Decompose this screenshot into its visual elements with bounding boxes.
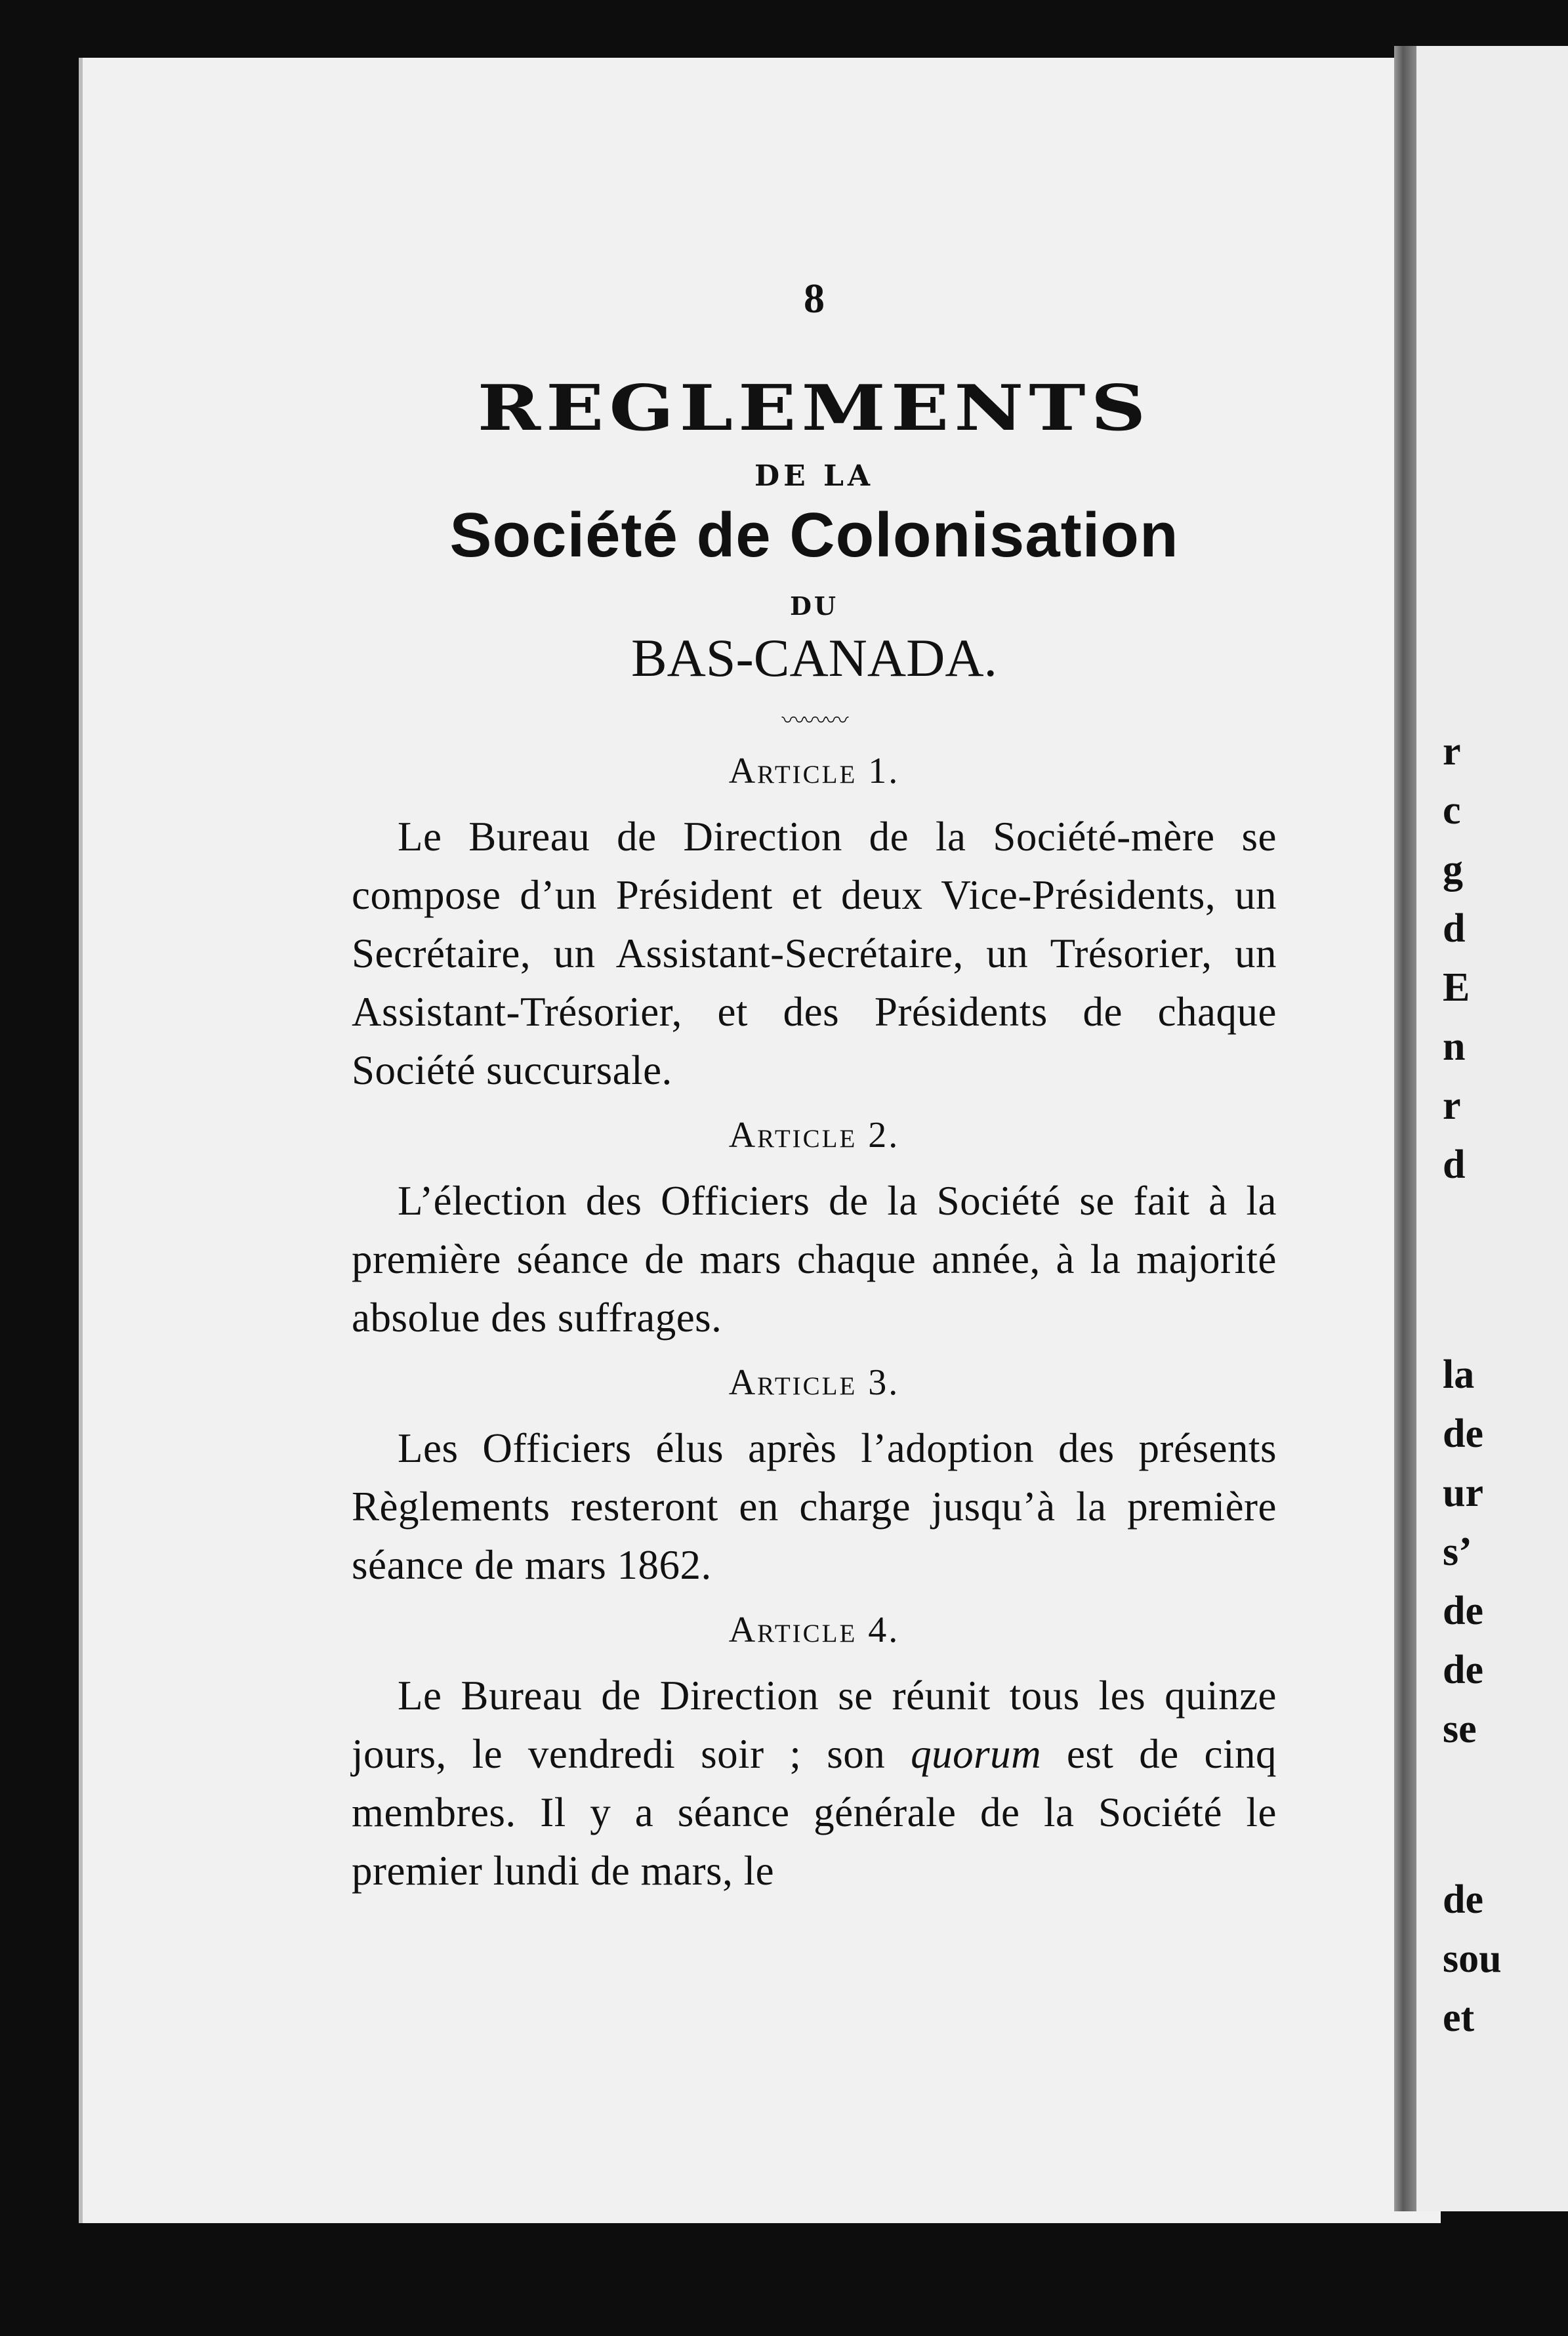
society-name: Société de Colonisation — [449, 499, 1179, 570]
facing-fragment: de — [1443, 1411, 1483, 1456]
document-title: REGLEMENTS — [477, 371, 1151, 445]
title-connector-de-la: DE LA — [754, 459, 875, 493]
facing-fragment: se — [1443, 1707, 1477, 1751]
facing-fragment: r — [1443, 729, 1461, 774]
facing-fragment: et — [1443, 1995, 1475, 2040]
facing-fragment: d — [1443, 906, 1466, 951]
article-4-body — [352, 1667, 1277, 1900]
article-2-heading: Article 2. — [728, 1114, 900, 1156]
article-4-italic-term: quorum — [911, 1730, 1042, 1777]
title-connector-du: DU — [789, 591, 839, 621]
facing-fragment: s’ — [1443, 1530, 1472, 1574]
facing-page — [1416, 46, 1568, 2211]
facing-fragment: n — [1443, 1024, 1466, 1069]
page-number: 8 — [804, 275, 825, 322]
facing-fragment: de — [1443, 1648, 1483, 1692]
article-1-body: Le Bureau de Direction de la Société-mère se compose d’un Président et deux Vice-Présidents, un Secrétaire, un Assistant-Secrétaire, un Trésorier, un Assistant-Trésorier, et des Présidents de chaque Société succursale. — [352, 813, 1277, 1093]
facing-fragment: sou — [1443, 1936, 1502, 1981]
facing-fragment: la — [1443, 1352, 1475, 1397]
facing-fragment: r — [1443, 1083, 1461, 1128]
ornament-divider: 〰〰〰 — [781, 707, 847, 734]
place-name: BAS-CANADA. — [630, 627, 998, 688]
book-gutter — [1394, 46, 1416, 2211]
article-4-text-start: Le Bureau de Direction se réunit tous les quinze jours, le vendredi soir ; son — [352, 1672, 1277, 1777]
facing-fragment: E — [1443, 965, 1470, 1010]
facing-fragment: g — [1443, 847, 1463, 892]
facing-fragment: d — [1443, 1142, 1466, 1187]
article-4-text-end: est de cinq membres. Il y a séance générale de la Société le premier lundi de mars, le — [352, 1730, 1277, 1894]
document-page — [79, 58, 1441, 2223]
article-4-heading: Article 4. — [728, 1609, 900, 1650]
page-content — [352, 274, 1277, 1915]
facing-fragment: c — [1443, 788, 1461, 833]
article-3-body: Les Officiers élus après l’adoption des présents Règlements resteront en charge jusqu’à la première séance de mars 1862. — [352, 1425, 1277, 1588]
article-1-heading: Article 1. — [728, 750, 900, 791]
facing-fragment: ur — [1443, 1470, 1483, 1515]
facing-fragment: de — [1443, 1589, 1483, 1633]
article-3-heading: Article 3. — [728, 1362, 900, 1403]
article-2-body: L’élection des Officiers de la Société se fait à la première séance de mars chaque année, à la majorité absolue des suffrages. — [352, 1177, 1277, 1341]
facing-fragment: de — [1443, 1877, 1483, 1922]
